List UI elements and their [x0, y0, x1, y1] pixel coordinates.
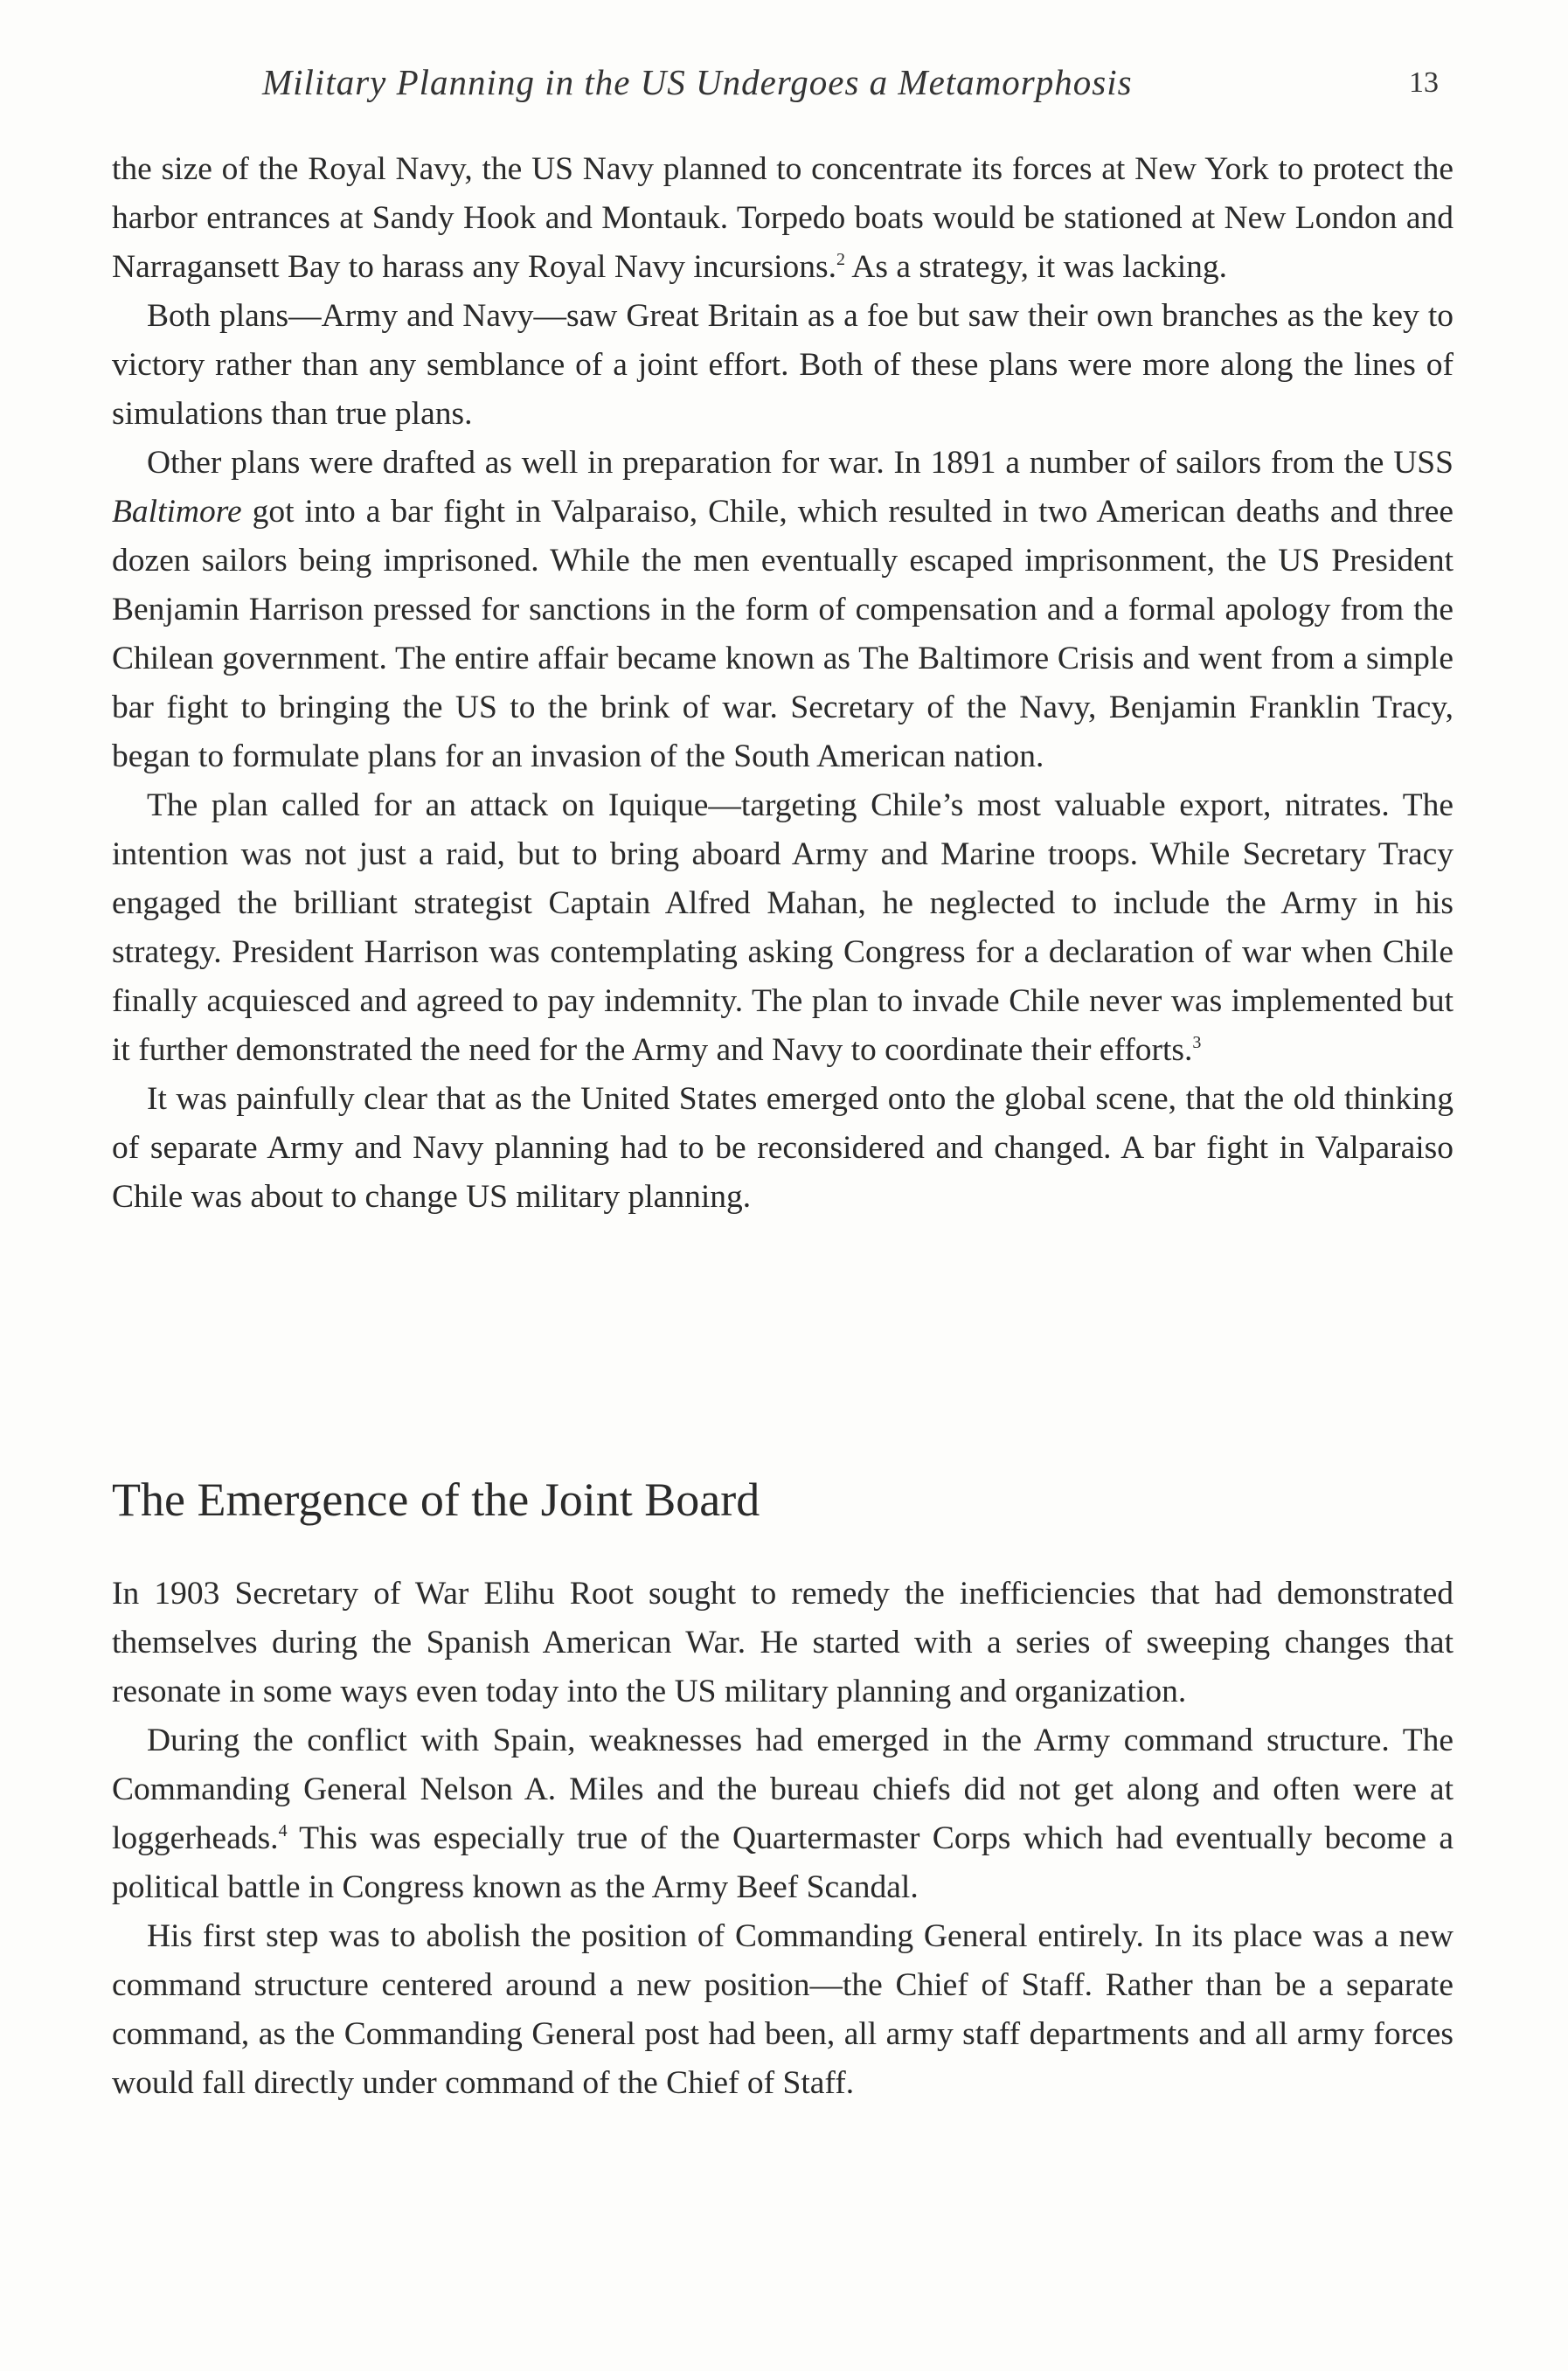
section-body-text: [112, 1570, 1454, 2108]
footnote-marker: 4: [278, 1821, 288, 1841]
paragraph: Both plans—Army and Navy—saw Great Britain as a foe but saw their own branches as the key to victory rather than any semblance of a joint effort. Both of these plans were more along the lines of simulations than true plans.: [112, 298, 1454, 432]
paragraph: Other plans were drafted as well in preparation for war. In 1891 a number of sailors from the USS Baltimore got into a bar fight in Valparaiso, Chile, which resulted in two American deaths and three dozen sailors being imprisoned. While the men eventually escaped imprisonment, the US President Benjamin Harrison pressed for sanctions in the form of compensation and a formal apology from the Chilean government. The entire affair became known as The Baltimore Crisis and went from a simple bar fight to bringing the US to the brink of war. Secretary of the Navy, Benjamin Franklin Tracy, began to formulate plans for an invasion of the South American nation.: [112, 445, 1454, 774]
paragraph: It was painfully clear that as the United States emerged onto the global scene, that the old thinking of separate Army and Navy planning had to be reconsidered and changed. A bar fight in Valparaiso Chile was about to change US military planning.: [112, 1081, 1454, 1215]
running-head: Military Planning in the US Undergoes a Metamorphosis: [262, 62, 1133, 102]
section-heading: The Emergence of the Joint Board: [112, 1473, 760, 1526]
page-number: 13: [1409, 66, 1439, 99]
paragraph: In 1903 Secretary of War Elihu Root sought to remedy the inefficiencies that had demonstrated themselves during the Spanish American War. He started with a series of sweeping changes that resonate in some ways even today into the US military planning and organization.: [112, 1576, 1454, 1709]
ship-name: Baltimore: [112, 494, 242, 530]
paragraph: During the conflict with Spain, weaknesses had emerged in the Army command structure. The Commanding General Nelson A. Miles and the bureau chiefs did not get along and often were at loggerheads.$^4$ This was especially true of the Quartermaster Corps which had eventually become a political battle in Congress known as the Army Beef Scandal.: [112, 1723, 1454, 1905]
body-text-before-section: [112, 145, 1454, 1222]
paragraph: His first step was to abolish the position of Commanding General entirely. In its place was a new command structure centered around a new position—the Chief of Staff. Rather than be a separate command, as the Commanding General post had been, all army staff departments and all army forces would fall directly under command of the Chief of Staff.: [112, 1918, 1454, 2101]
paragraph: the size of the Royal Navy, the US Navy planned to concentrate its forces at New York to protect the harbor entrances at Sandy Hook and Montauk. Torpedo boats would be stationed at New London and Narragansett Bay to harass any Royal Navy incursions.$^2$ As a strategy, it was lacking.: [112, 151, 1454, 285]
footnote-marker: 2: [836, 250, 845, 269]
footnote-marker: 3: [1192, 1033, 1202, 1052]
paragraph: The plan called for an attack on Iquique—targeting Chile’s most valuable export, nitrates. The intention was not just a raid, but to bring aboard Army and Marine troops. While Secretary Tracy engaged the brilliant strategist Captain Alfred Mahan, he neglected to include the Army in his strategy. President Harrison was contemplating asking Congress for a declaration of war when Chile finally acquiesced and agreed to pay indemnity. The plan to invade Chile never was implemented but it further demonstrated the need for the Army and Navy to coordinate their efforts.$^3$: [112, 787, 1454, 1068]
